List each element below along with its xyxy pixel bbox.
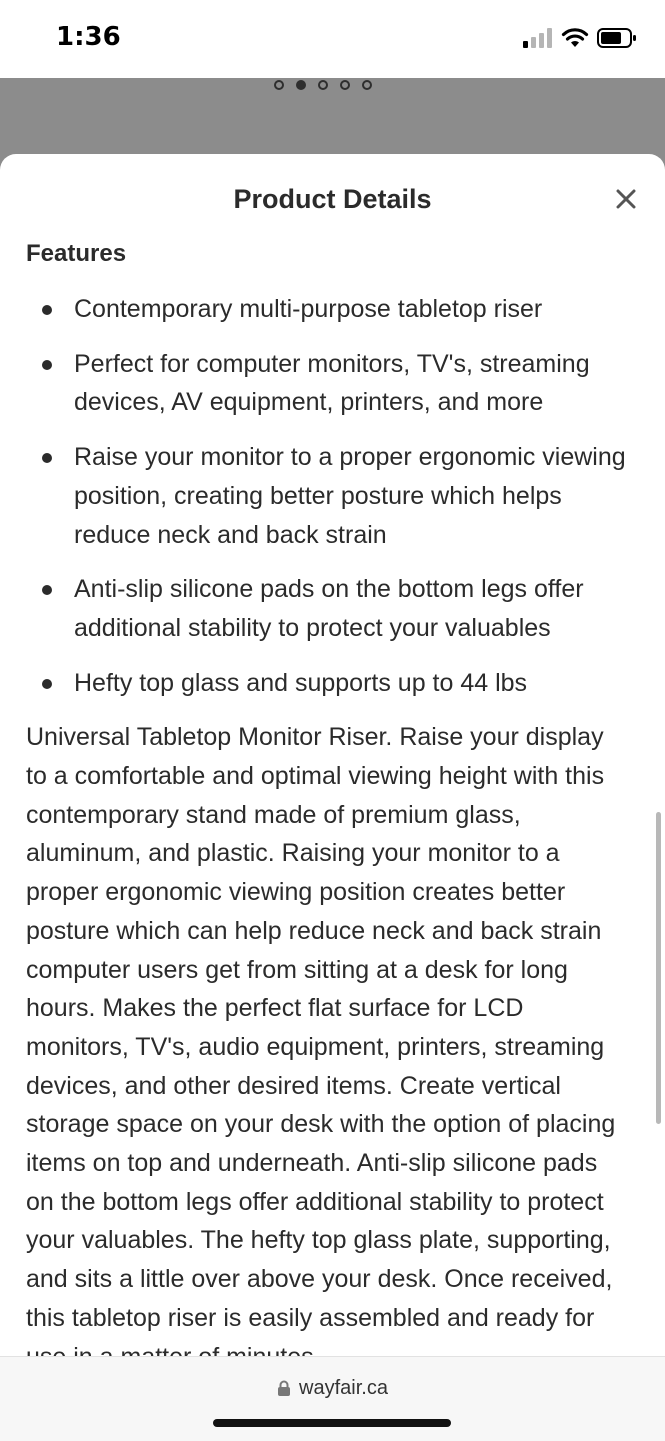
bullet-icon [42, 585, 52, 595]
feature-text: Anti-slip silicone pads on the bottom legs offer additional stability to protect your valuables [74, 575, 584, 642]
feature-text: Hefty top glass and supports up to 44 lbs [74, 668, 528, 697]
feature-text: Contemporary multi-purpose tabletop riser [74, 295, 543, 323]
features-list [26, 290, 631, 702]
status-icons [523, 28, 637, 48]
url-display[interactable] [0, 1377, 665, 1400]
feature-item [26, 664, 631, 703]
carousel-dot[interactable] [340, 80, 350, 90]
lock-icon [277, 1380, 291, 1397]
product-description: Universal Tabletop Monitor Riser. Raise your display to a comfortable and optimal viewing height with this contemporary stand made of premium glass, aluminum, and plastic. Raising your monitor to a proper ergonomic viewing position creates better posture which can help reduce neck and back strain computer users get from sitting at a desk for long hours. Makes the perfect flat surface for LCD monitors, TV's, audio equipment, printers, streaming devices, and other desired items. Create vertical storage space on your desk with the option of placing items on top and underneath. Anti-slip silicone pads on the bottom legs offer additional stability to protect your valuables. The hefty top glass plate, supporting, and sits a little over above your desk. Once received, this tabletop riser is easily assembled and ready for [26, 723, 616, 1332]
carousel-dot[interactable] [318, 80, 328, 90]
product-details-sheet [0, 154, 665, 1356]
product-details-content [26, 238, 631, 1376]
bullet-icon [42, 360, 52, 370]
carousel-dot[interactable] [362, 80, 372, 90]
features-heading: Features [26, 240, 127, 267]
carousel-dots [274, 80, 372, 90]
cellular-signal-icon [523, 28, 553, 48]
url-text: wayfair.ca [299, 1377, 388, 1399]
browser-bottom-bar [0, 1356, 665, 1441]
status-time: 1:36 [56, 22, 121, 52]
battery-icon [597, 28, 637, 48]
scrollbar[interactable] [656, 812, 661, 1124]
feature-text: Perfect for computer monitors, TV's, streaming devices, AV equipment, printers, and more [74, 349, 590, 417]
bullet-icon [42, 305, 52, 315]
feature-item [26, 290, 631, 329]
bullet-icon [42, 453, 52, 463]
carousel-dot[interactable] [274, 80, 284, 90]
carousel-dot-active[interactable] [296, 80, 306, 90]
feature-item [26, 345, 631, 422]
feature-text: Raise your monitor to a proper ergonomic viewing position, creating better posture which helps reduce neck and back strain [74, 443, 626, 549]
bullet-icon [42, 679, 52, 689]
feature-item [26, 570, 631, 647]
close-icon [611, 184, 641, 214]
sheet-title: Product Details [233, 184, 432, 214]
feature-item [26, 438, 631, 554]
home-indicator[interactable] [213, 1419, 451, 1427]
status-bar [0, 0, 665, 78]
close-button[interactable] [611, 184, 641, 214]
wifi-icon [561, 28, 589, 48]
